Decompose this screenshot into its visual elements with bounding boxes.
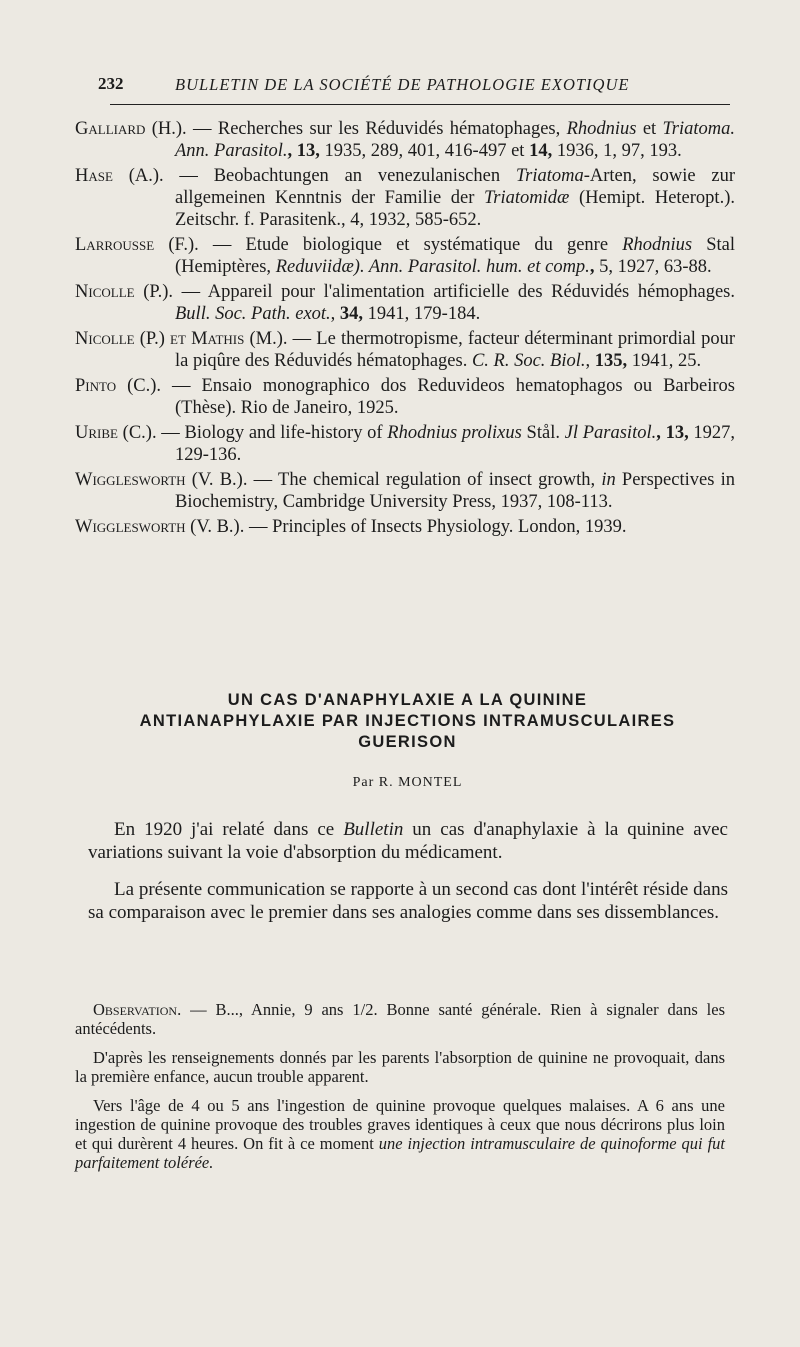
reference-text: — Beobachtungen an venezulanischen bbox=[163, 166, 516, 186]
paragraph-observation bbox=[75, 1000, 725, 1038]
running-header bbox=[98, 70, 730, 105]
reference-list bbox=[75, 118, 735, 541]
reference-text: Zeitschr. f. Parasitenk., 4, 1932, 585-652. bbox=[175, 210, 482, 230]
reference-italic: in bbox=[601, 470, 616, 490]
reference-text: Stal (Hemiptères, bbox=[175, 235, 736, 277]
byline bbox=[80, 775, 735, 791]
reference-italic: Jl Parasitol. bbox=[564, 423, 657, 443]
reference-author: Nicolle (P.) et Mathis (M.). bbox=[75, 329, 288, 349]
reference-text: -Arten, sowie zur allgemeinen Kenntnis der Familie der bbox=[175, 166, 735, 208]
reference-text: 1941, 25. bbox=[627, 351, 702, 371]
reference-entry bbox=[75, 234, 735, 278]
reference-entry bbox=[75, 469, 735, 513]
reference-italic: Rhodnius bbox=[566, 119, 637, 139]
reference-text: — The chemical regulation of insect growth, bbox=[247, 470, 602, 490]
reference-text: Perspectives in Biochemistry, Cambridge University Press, 1937, 108-113. bbox=[175, 470, 735, 512]
reference-text: 1941, 179-184. bbox=[363, 304, 481, 324]
reference-bold: , bbox=[589, 257, 595, 277]
reference-bold: 14, bbox=[529, 141, 553, 161]
reference-italic: Triatoma. Ann. Parasitol. bbox=[175, 119, 735, 161]
reference-author: Wigglesworth (V. B.). bbox=[75, 517, 245, 537]
reference-entry bbox=[75, 281, 735, 325]
reference-author: Wigglesworth (V. B.). bbox=[75, 470, 248, 490]
p1-italic: Bulletin bbox=[343, 819, 404, 840]
reference-text: — Biology and life-history of bbox=[156, 423, 388, 443]
observation-text bbox=[75, 1000, 725, 1182]
paragraph-5 bbox=[75, 1096, 725, 1172]
reference-entry bbox=[75, 328, 735, 372]
reference-text: — Principles of Insects Physiology. London, 1939. bbox=[244, 517, 627, 537]
reference-bold: 135, bbox=[594, 351, 628, 371]
reference-text: et bbox=[636, 119, 663, 139]
reference-author: Larrousse (F.). bbox=[75, 235, 199, 255]
byline-prefix: Par bbox=[352, 775, 375, 790]
reference-text: , bbox=[330, 304, 340, 324]
reference-bold: 34, bbox=[339, 304, 364, 324]
reference-bold: , 13, bbox=[287, 141, 320, 161]
reference-text: 1935, 289, 401, 416-497 et bbox=[319, 141, 530, 161]
reference-entry bbox=[75, 118, 735, 162]
reference-italic: Rhodnius bbox=[622, 235, 693, 255]
p5-text: Vers l'âge de 4 ou 5 ans l'ingestion de quinine provoque quelques malaises. A 6 ans une ingestion de quinine provoque des troubles graves identiques à ceux que nous décrirons plus loin et qui durèrent 4 heures. On fit à ce moment bbox=[75, 1096, 725, 1153]
byline-author: R. MONTEL bbox=[378, 775, 463, 790]
reference-author: Galliard (H.). bbox=[75, 119, 187, 139]
reference-entry bbox=[75, 422, 735, 466]
reference-author: Hase (A.). bbox=[75, 166, 164, 186]
reference-text: 1936, 1, 97, 193. bbox=[552, 141, 682, 161]
observation-text-body: — B..., Annie, 9 ans 1/2. Bonne santé générale. Rien à signaler dans les antécédents. bbox=[75, 1000, 725, 1038]
reference-entry bbox=[75, 165, 735, 231]
p1-text-a: En 1920 j'ai relaté dans ce bbox=[114, 819, 344, 840]
reference-text: (Hemipt. Heteropt.). bbox=[569, 188, 735, 208]
title-line-1: UN CAS D'ANAPHYLAXIE A LA QUININE bbox=[227, 691, 588, 709]
article-title bbox=[80, 690, 735, 753]
reference-italic: Rhodnius prolixus bbox=[387, 423, 522, 443]
reference-author: Uribe (C.). bbox=[75, 423, 157, 443]
reference-text: — Etude biologique et systématique du genre bbox=[198, 235, 623, 255]
reference-italic: Triatoma bbox=[515, 166, 584, 186]
reference-bold: , 13, bbox=[656, 423, 689, 443]
reference-text: — Ensaio monographico dos Reduvideos hematophagos ou Barbeiros (Thèse). Rio de Janeiro, 1925. bbox=[161, 376, 735, 418]
reference-text: — Appareil pour l'alimentation artificielle des Réduvidés hémophages. bbox=[173, 282, 735, 302]
title-line-2: ANTIANAPHYLAXIE PAR INJECTIONS INTRAMUSCULAIRES bbox=[139, 712, 676, 730]
reference-entry bbox=[75, 516, 735, 538]
intro-text bbox=[88, 818, 728, 938]
reference-text: Stål. bbox=[521, 423, 565, 443]
reference-text: — Le thermotropisme, facteur déterminant primordial pour la piqûre des Réduvidés hématophages. bbox=[175, 329, 735, 371]
running-title: BULLETIN DE LA SOCIÉTÉ DE PATHOLOGIE EXOTIQUE bbox=[175, 75, 630, 94]
observation-label: Observation. bbox=[93, 1000, 182, 1019]
title-line-3: GUERISON bbox=[358, 733, 457, 751]
reference-text: , bbox=[585, 351, 595, 371]
paragraph-1 bbox=[88, 818, 728, 864]
reference-italic: Triatomidæ bbox=[484, 188, 570, 208]
reference-author: Nicolle (P.). bbox=[75, 282, 174, 302]
paragraph-2: La présente communication se rapporte à un second cas dont l'intérêt réside dans sa comparaison avec le premier dans ses analogies comme dans ses dissemblances. bbox=[88, 879, 728, 923]
reference-text: 5, 1927, 63-88. bbox=[594, 257, 712, 277]
paragraph-4: D'après les renseignements donnés par les parents l'absorption de quinine ne provoquait, dans la première enfance, aucun trouble apparent. bbox=[75, 1048, 725, 1086]
reference-author: Pinto (C.). bbox=[75, 376, 162, 396]
reference-text: — Recherches sur les Réduvidés hématophages, bbox=[186, 119, 567, 139]
reference-text: 1927, 129-136. bbox=[175, 423, 736, 465]
reference-italic: C. R. Soc. Biol. bbox=[471, 351, 586, 371]
p5-italic: une injection intramusculaire de quinoforme qui fut parfaitement tolérée. bbox=[75, 1134, 725, 1172]
reference-italic: Reduviidæ). Ann. Parasitol. hum. et comp. bbox=[275, 257, 590, 277]
reference-italic: Bull. Soc. Path. exot. bbox=[175, 304, 331, 324]
reference-entry bbox=[75, 375, 735, 419]
p1-text-b: un cas d'anaphylaxie à la quinine avec variations suivant la voie d'absorption du médicament. bbox=[88, 819, 728, 863]
page-number: 232 bbox=[98, 74, 124, 93]
